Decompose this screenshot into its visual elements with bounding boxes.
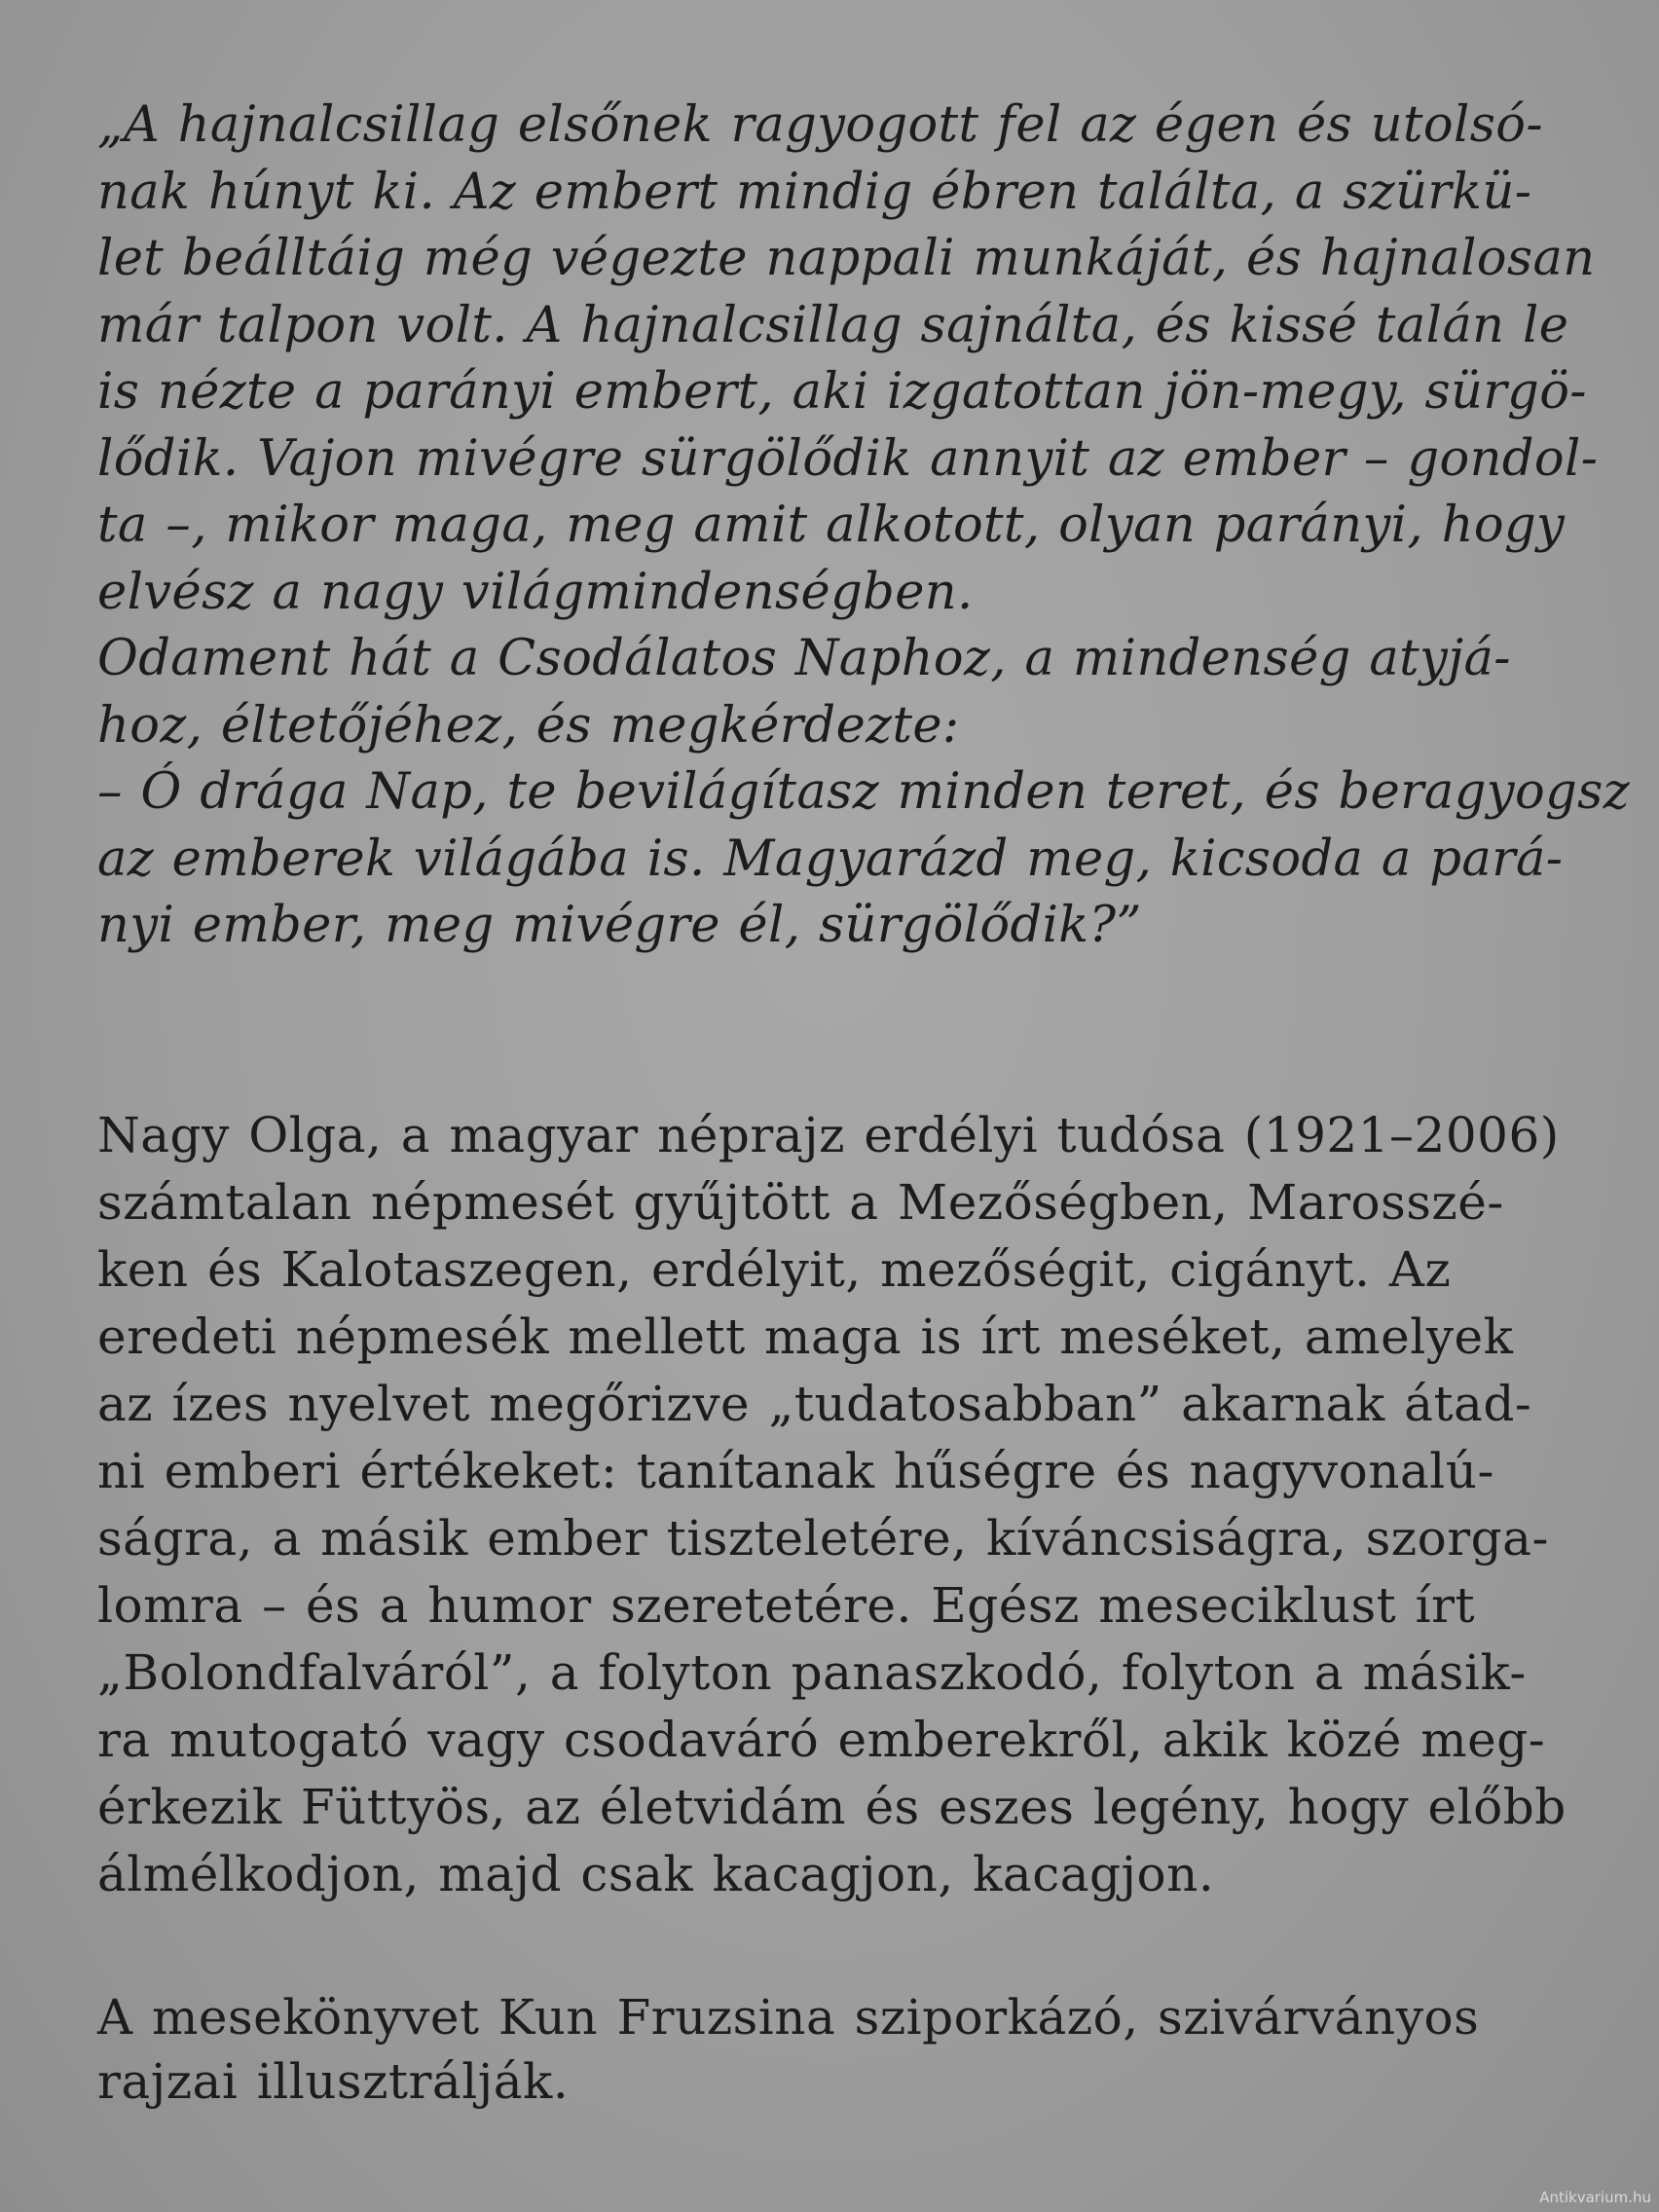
quote-line: let beálltáig még végezte nappali munkáját, és hajnalosan bbox=[97, 230, 1596, 287]
author-line: Nagy Olga, a magyar néprajz erdélyi tudósa (1921–2006) bbox=[97, 1106, 1560, 1163]
author-line: álmélkodjon, majd csak kacagjon, kacagjon. bbox=[97, 1845, 1215, 1902]
quote-line: elvész a nagy világmindenségben. bbox=[97, 563, 974, 621]
quote-line: – Ó drága Nap, te bevilágítasz minden teret, és beragyogsz bbox=[97, 763, 1630, 821]
book-back-cover-text bbox=[97, 92, 1630, 2114]
quote-line: nyi ember, meg mivégre él, sürgölődik?” bbox=[97, 897, 1142, 954]
author-line: eredeti népmesék mellett maga is írt meséket, amelyek bbox=[97, 1308, 1514, 1365]
quote-line: Odament hát a Csodálatos Naphoz, a mindenség atyjá- bbox=[97, 630, 1511, 687]
quote-line: az emberek világába is. Magyarázd meg, kicsoda a pará- bbox=[97, 830, 1564, 888]
quote-line: lődik. Vajon mivégre sürgölődik annyit az ember – gondol- bbox=[97, 429, 1599, 488]
author-line: számtalan népmesét gyűjtött a Mezőségben, Marosszé- bbox=[97, 1173, 1504, 1231]
author-line: „Bolondfalváról”, a folyton panaszkodó, folyton a másik- bbox=[97, 1643, 1527, 1701]
quote-line: is nézte a parányi embert, aki izgatottan jön-megy, sürgö- bbox=[97, 363, 1587, 421]
illustrator-line: rajzai illusztrálják. bbox=[97, 2052, 570, 2110]
watermark: Antikvarium.hu bbox=[1539, 2189, 1651, 2206]
excerpt-quote bbox=[97, 92, 1630, 960]
author-line: ken és Kalotaszegen, erdélyit, mezőségit, cigányt. Az bbox=[97, 1240, 1452, 1298]
quote-line: már talpon volt. A hajnalcsillag sajnálta, és kissé talán le bbox=[97, 296, 1569, 354]
illustrator-line: A mesekönyvet Kun Fruzsina sziporkázó, szivárványos bbox=[97, 1988, 1480, 2046]
quote-line: nak húnyt ki. Az embert mindig ébren találta, a szürkü- bbox=[97, 163, 1532, 221]
author-line: ra mutogató vagy csodaváró emberekről, akik közé meg- bbox=[97, 1711, 1546, 1768]
author-line: ságra, a másik ember tiszteletére, kíváncsiságra, szorga- bbox=[97, 1509, 1549, 1567]
quote-line: hoz, éltetőjéhez, és megkérdezte: bbox=[97, 696, 960, 755]
quote-line: ta –, mikor maga, meg amit alkotott, olyan parányi, hogy bbox=[97, 497, 1566, 554]
author-line: ni emberi értékeket: tanítanak hűségre és nagyvonalú- bbox=[97, 1442, 1494, 1499]
author-line: lomra – és a humor szeretetére. Egész meseciklust írt bbox=[97, 1576, 1476, 1634]
quote-line: „A hajnalcsillag elsőnek ragyogott fel az égen és utolsó- bbox=[97, 96, 1544, 154]
author-line: érkezik Füttyös, az életvidám és eszes legény, hogy előbb bbox=[97, 1778, 1567, 1835]
author-description bbox=[97, 1102, 1592, 1908]
illustrator-credit bbox=[97, 1985, 1592, 2114]
author-line: az ízes nyelvet megőrizve „tudatosabban” akarnak átad- bbox=[97, 1375, 1532, 1432]
